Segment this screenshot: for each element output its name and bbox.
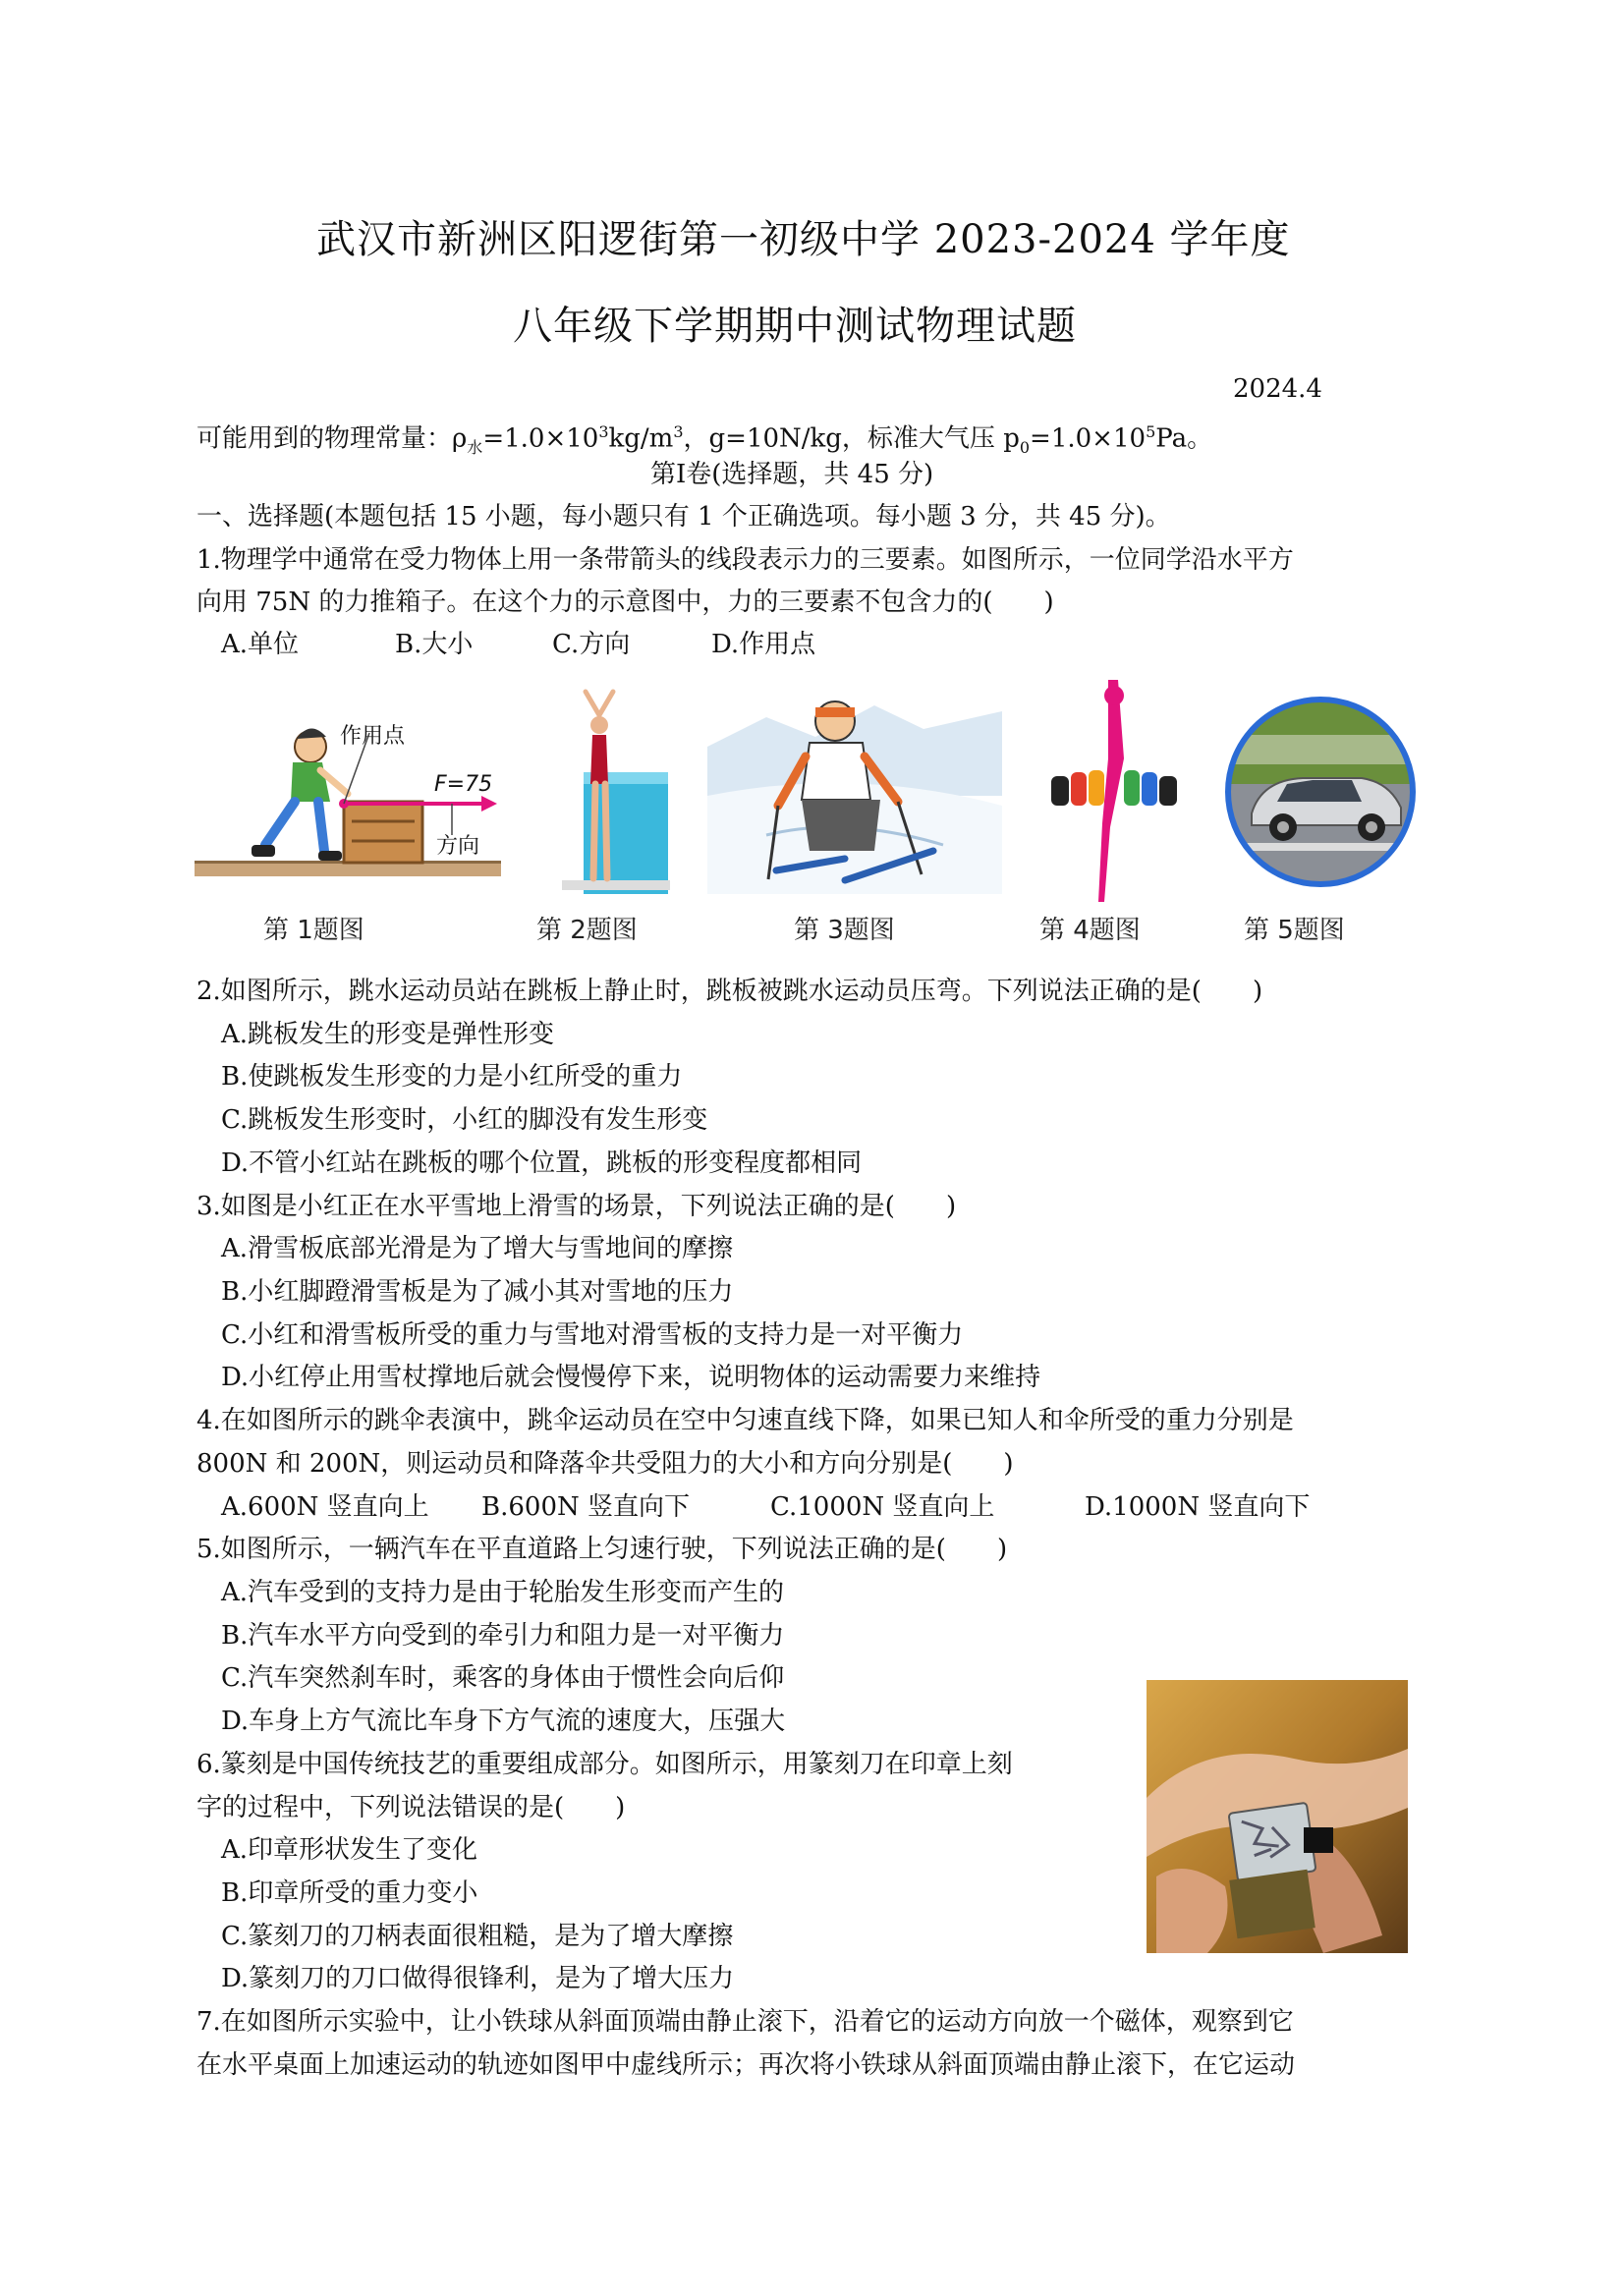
- exam-date: 2024.4: [1233, 374, 1322, 404]
- q7-stem-line1: 7.在如图所示实验中，让小铁球从斜面顶端由静止滚下，沿着它的运动方向放一个磁体，观察到它: [196, 2007, 1294, 2037]
- q2-stem: 2.如图所示，跳水运动员站在跳板上静止时，跳板被跳水运动员压弯。下列说法正确的是( ): [196, 977, 1263, 1006]
- figure-2-caption: 第 2题图: [536, 916, 638, 945]
- q5-option-b: B.汽车水平方向受到的牵引力和阻力是一对平衡力: [221, 1621, 785, 1651]
- q4-stem-line1: 4.在如图所示的跳伞表演中，跳伞运动员在空中匀速直线下降，如果已知人和伞所受的重力分别是: [196, 1406, 1294, 1435]
- title-line-2: 八年级下学期期中测试物理试题: [513, 304, 1077, 349]
- q4-option-c: C.1000N 竖直向上: [770, 1492, 995, 1522]
- q2-option-b: B.使跳板发生形变的力是小红所受的重力: [221, 1062, 683, 1092]
- physical-constants: [196, 417, 1212, 464]
- q3-option-a: A.滑雪板底部光滑是为了增大与雪地间的摩擦: [221, 1234, 734, 1263]
- figure-1-caption: 第 1题图: [263, 916, 364, 945]
- q3-option-b: B.小红脚蹬滑雪板是为了减小其对雪地的压力: [221, 1277, 734, 1307]
- q6-option-a: A.印章形状发生了变化: [221, 1835, 478, 1865]
- q2-option-d: D.不管小红站在跳板的哪个位置，跳板的形变程度都相同: [221, 1148, 863, 1178]
- constants-prefix: 可能用到的物理常量：ρ: [196, 423, 468, 454]
- figure-3-caption: 第 3题图: [794, 916, 895, 945]
- q6-option-d: D.篆刻刀的刀口做得很锋利，是为了增大压力: [221, 1964, 735, 1993]
- p-value: =1.0×10: [1030, 423, 1147, 454]
- q6-option-c: C.篆刻刀的刀柄表面很粗糙，是为了增大摩擦: [221, 1922, 734, 1951]
- fig1-label-point: 作用点: [340, 724, 406, 749]
- title-line-1: 武汉市新洲区阳逻街第一初级中学 2023-2024 学年度: [316, 217, 1291, 262]
- figure-6-seal-carving: [1147, 1680, 1408, 1953]
- rho-value: =1.0×10: [482, 423, 599, 454]
- rho-unit: kg/m: [608, 423, 674, 454]
- volume-title: 第Ⅰ卷(选择题，共 45 分): [650, 460, 934, 489]
- q3-option-d: D.小红停止用雪杖撑地后就会慢慢停下来，说明物体的运动需要力来维持: [221, 1363, 1041, 1392]
- q5-option-d: D.车身上方气流比车身下方气流的速度大，压强大: [221, 1707, 786, 1736]
- q6-option-b: B.印章所受的重力变小: [221, 1878, 478, 1908]
- q4-option-d: D.1000N 竖直向下: [1085, 1492, 1311, 1522]
- section-heading: 一、选择题(本题包括 15 小题，每小题只有 1 个正确选项。每小题 3 分，共 45 分)。: [196, 502, 1171, 532]
- q5-stem: 5.如图所示，一辆汽车在平直道路上匀速行驶，下列说法正确的是( ): [196, 1535, 1008, 1564]
- p-subscript: 0: [1019, 437, 1031, 457]
- figure-5-caption: 第 5题图: [1244, 916, 1345, 945]
- figure-3-skier: [707, 678, 1002, 894]
- q2-option-a: A.跳板发生的形变是弹性形变: [221, 1020, 555, 1049]
- fig1-label-direction: 方向: [436, 834, 480, 859]
- q6-stem-line2: 字的过程中，下列说法错误的是( ): [196, 1793, 626, 1822]
- q1-stem-line1: 1.物理学中通常在受力物体上用一条带箭头的线段表示力的三要素。如图所示，一位同学沿水平方: [196, 545, 1294, 575]
- rho-exponent: 3: [598, 422, 609, 441]
- q4-stem-line2: 800N 和 200N，则运动员和降落伞共受阻力的大小和方向分别是( ): [196, 1449, 1014, 1479]
- figure-1-push-box: [195, 678, 501, 894]
- q1-option-d: D.作用点: [711, 630, 816, 659]
- rho-subscript: 水: [467, 437, 483, 457]
- rho-unit-exponent: 3: [673, 422, 684, 441]
- q1-option-c: C.方向: [552, 630, 631, 659]
- q4-option-b: B.600N 竖直向下: [481, 1492, 691, 1522]
- p-exponent: 5: [1146, 422, 1156, 441]
- fig1-label-force: F=75: [434, 772, 493, 797]
- q1-option-b: B.大小: [395, 630, 474, 659]
- q5-option-a: A.汽车受到的支持力是由于轮胎发生形变而产生的: [221, 1578, 785, 1607]
- q1-option-a: A.单位: [221, 630, 300, 659]
- figure-4-caption: 第 4题图: [1039, 916, 1141, 945]
- q2-option-c: C.跳板发生形变时，小红的脚没有发生形变: [221, 1105, 708, 1135]
- q1-stem-line2: 向用 75N 的力推箱子。在这个力的示意图中，力的三要素不包含力的( ): [196, 588, 1054, 617]
- q6-stem-line1: 6.篆刻是中国传统技艺的重要组成部分。如图所示，用篆刻刀在印章上刻: [196, 1750, 1013, 1779]
- figure-2-diver: [562, 688, 670, 894]
- g-and-p: ，g=10N/kg，标准大气压 p: [683, 423, 1020, 454]
- q7-stem-line2: 在水平桌面上加速运动的轨迹如图甲中虚线所示；再次将小铁球从斜面顶端由静止滚下，在它运动: [196, 2050, 1296, 2080]
- q4-option-a: A.600N 竖直向上: [221, 1492, 429, 1522]
- q3-stem: 3.如图是小红正在水平雪地上滑雪的场景，下列说法正确的是( ): [196, 1192, 957, 1221]
- figure-4-parachute: [1041, 678, 1189, 904]
- q3-option-c: C.小红和滑雪板所受的重力与雪地对滑雪板的支持力是一对平衡力: [221, 1320, 964, 1350]
- p-unit: Pa。: [1155, 423, 1213, 454]
- figure-5-car: [1224, 696, 1417, 888]
- q5-option-c: C.汽车突然刹车时，乘客的身体由于惯性会向后仰: [221, 1663, 785, 1693]
